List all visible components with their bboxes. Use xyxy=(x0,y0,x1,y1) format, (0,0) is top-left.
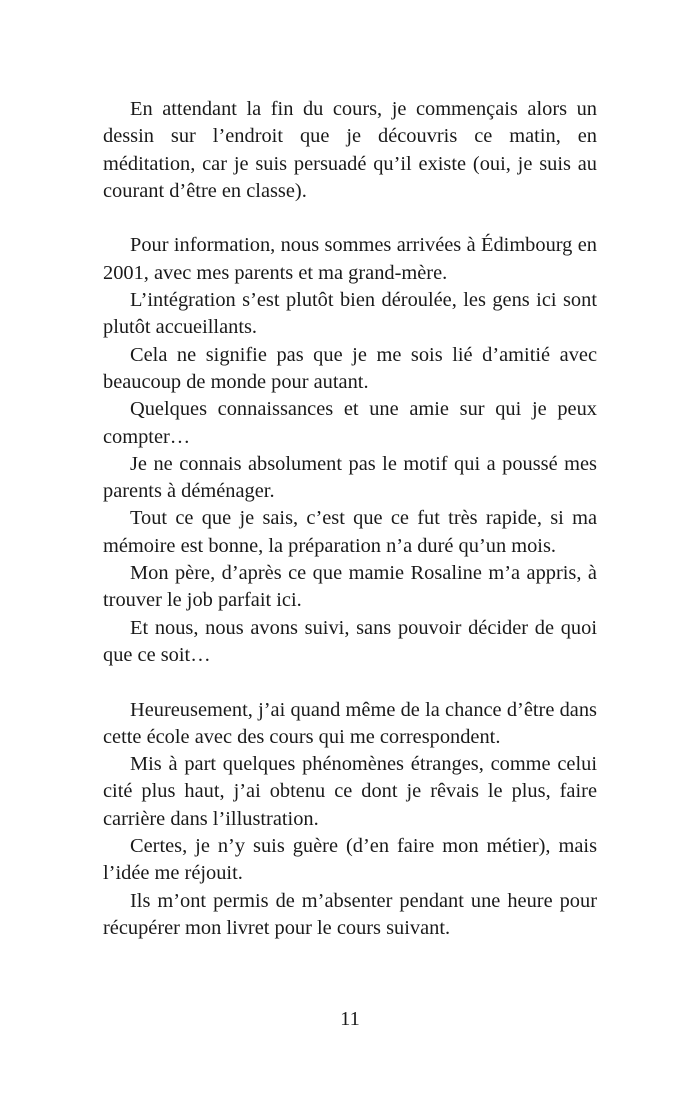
paragraph: Certes, je n’y suis guère (d’en faire mon métier), mais l’idée me réjouit. xyxy=(103,835,597,885)
paragraph: Heureusement, j’ai quand même de la chance d’être dans cette école avec des cours qui me correspondent. xyxy=(103,698,597,748)
paragraph: Quelques connaissances et une amie sur qui je peux compter… xyxy=(103,398,597,448)
paragraph: Je ne connais absolument pas le motif qui a poussé mes parents à déménager. xyxy=(103,452,597,503)
paragraph: Pour information, nous sommes arrivées à Édimbourg en 2001, avec mes parents et ma grand-mère. xyxy=(103,234,597,284)
page-body xyxy=(103,96,597,942)
paragraph: Tout ce que je sais, c’est que ce fut très rapide, si ma mémoire est bonne, la préparation n’a duré qu’un mois. xyxy=(103,507,597,557)
paragraph: Mis à part quelques phénomènes étranges, comme celui cité plus haut, j’ai obtenu ce dont je rêvais le plus, faire carrière dans l’illustration. xyxy=(103,753,597,830)
paragraph: Mon père, d’après ce que mamie Rosaline m’a appris, à trouver le job parfait ici. xyxy=(103,562,597,612)
paragraph: L’intégration s’est plutôt bien déroulée, les gens ici sont plutôt accueillants. xyxy=(103,289,597,339)
page-number: 11 xyxy=(340,1008,360,1030)
paragraph: Cela ne signifie pas que je me sois lié d’amitié avec beaucoup de monde pour autant. xyxy=(103,343,597,393)
paragraph: Ils m’ont permis de m’absenter pendant une heure pour récupérer mon livret pour le cours suivant. xyxy=(103,889,597,939)
paragraph: En attendant la fin du cours, je commençais alors un dessin sur l’endroit que je découvris ce matin, en méditation, car je suis persuadé qu’il existe (oui, je suis au courant d’être en classe). xyxy=(103,98,597,202)
paragraph: Et nous, nous avons suivi, sans pouvoir décider de quoi que ce soit… xyxy=(103,616,597,666)
